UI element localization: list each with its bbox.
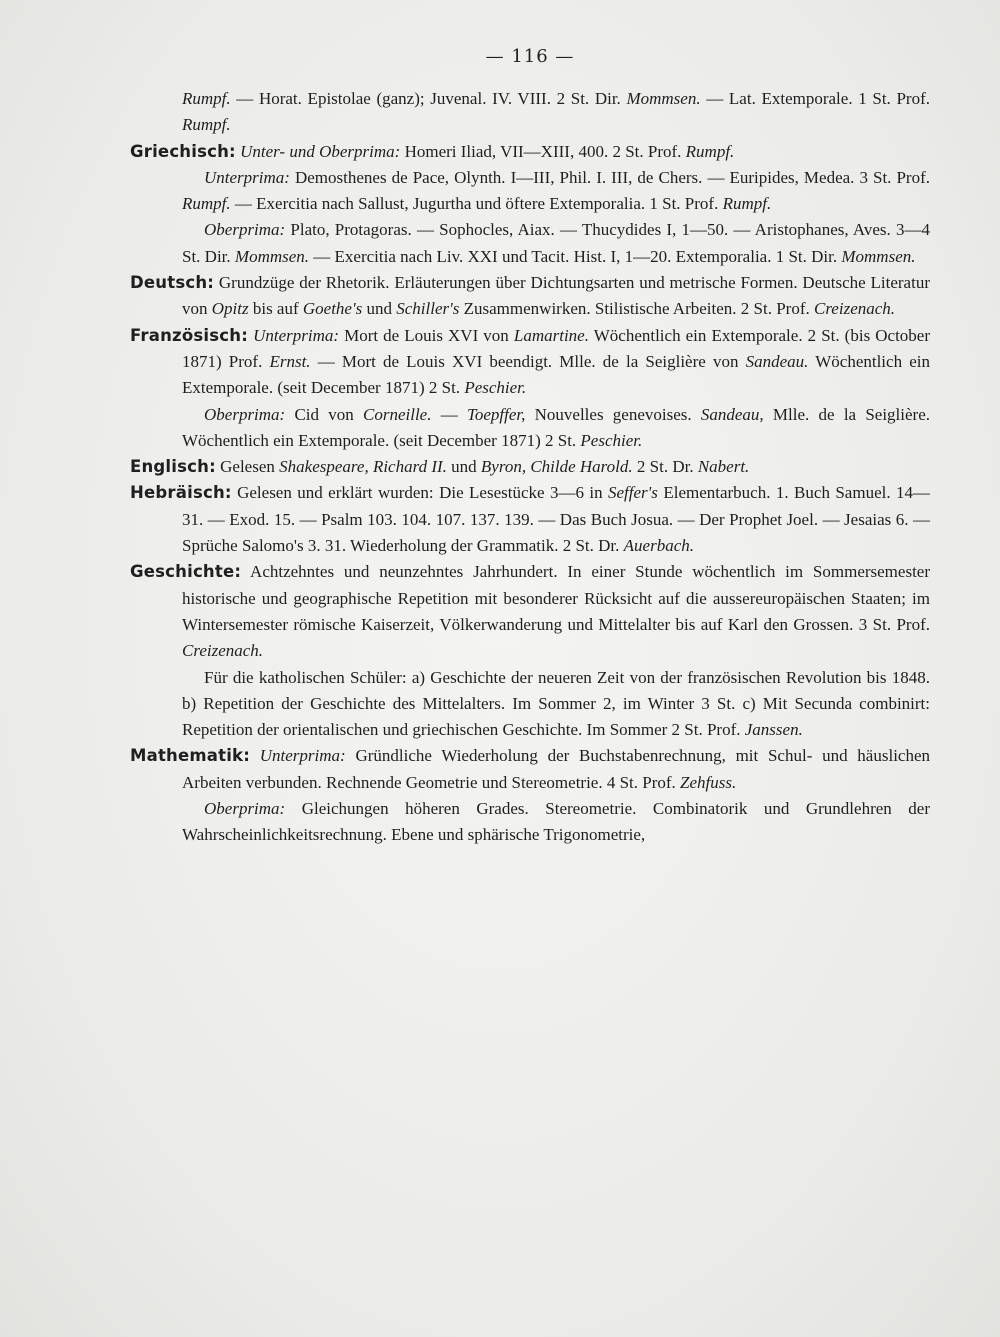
italic-text: Unterprima: xyxy=(253,325,340,345)
italic-text: Byron, Childe Harold. xyxy=(480,457,633,477)
paragraph xyxy=(130,217,930,270)
subject-paragraph xyxy=(130,323,930,402)
subject-paragraph xyxy=(130,480,930,559)
italic-text: Ernst. xyxy=(269,351,311,371)
subject-heading: Mathematik: xyxy=(130,746,251,766)
text-run: Achtzehntes und neunzehntes Jahrhundert. In einer Stunde wöchentlich im Sommersemester historische und geographische Repetition mit besonderer Rücksicht auf die aussereuropäischen Staaten; im Wintersemester römische Kaiserzeit, Völkerwanderung und Mittelalter bis auf Karl den Grossen. 3 St. Prof. xyxy=(182,562,930,634)
text-run: Gelesen xyxy=(215,457,280,477)
text-run: — Lat. Extemporale. 1 St. Prof. xyxy=(700,89,930,108)
text-run: und xyxy=(362,299,397,319)
italic-text: Janssen. xyxy=(744,720,803,740)
paragraph xyxy=(130,165,930,218)
italic-text: Corneille. xyxy=(363,404,432,424)
subject-heading: Hebräisch: xyxy=(130,483,232,503)
italic-text: Unterprima: xyxy=(259,746,346,766)
italic-text: Toepffer, xyxy=(466,404,526,424)
italic-text: Nabert. xyxy=(697,457,750,477)
text-run: — Exercitia nach Liv. XXI und Tacit. Hist. I, 1—20. Extemporalia. 1 St. Dir. xyxy=(309,246,842,266)
italic-text: Rumpf. xyxy=(722,194,772,214)
text-run: Grundzüge der Rhetorik. Erläuterungen über Dichtungsarten und metrische Formen. Deutsche Literatur von xyxy=(182,273,930,319)
italic-text: Unterprima: xyxy=(204,167,290,187)
text-run: bis auf xyxy=(248,299,303,319)
text-run: Demosthenes de Pace, Olynth. I—III, Phil. I. III, de Chers. — Euripides, Medea. 3 St. Prof. xyxy=(289,167,930,187)
italic-text: Rumpf. xyxy=(182,115,231,135)
text-run: Elementarbuch. 1. Buch Samuel. 14—31. — Exod. 15. — Psalm 103. 104. 107. 137. 139. — Das Buch Josua. — Der Prophet Joel. — Jesaias 6. — Sprüche Salomo's 3. 31. Wiederholung der Grammatik. 2 St. Dr. xyxy=(182,483,931,556)
italic-text: Peschier. xyxy=(580,430,643,450)
subject-heading: Deutsch: xyxy=(130,273,215,293)
text-run: 2 St. Dr. xyxy=(632,457,698,477)
text-run xyxy=(250,746,260,765)
text-run: Homeri Iliad, VII—XIII, 400. 2 St. Prof. xyxy=(400,141,686,161)
italic-text: Lamartine. xyxy=(513,325,589,345)
subject-heading: Englisch: xyxy=(130,457,216,477)
italic-text: Mommsen. xyxy=(626,89,701,108)
paragraph xyxy=(130,402,930,455)
italic-text: Rumpf. xyxy=(182,194,231,214)
italic-text: Mommsen. xyxy=(841,246,916,266)
italic-text: Peschier. xyxy=(464,378,527,398)
italic-text: Seffer's xyxy=(608,483,658,503)
text-run: — Exercitia nach Sallust, Jugurtha und öftere Extemporalia. 1 St. Prof. xyxy=(230,194,723,214)
document-body xyxy=(130,86,930,849)
italic-text: Creizenach. xyxy=(182,641,264,661)
italic-text: Sandeau. xyxy=(745,351,809,371)
italic-text: Shakespeare, Richard II. xyxy=(279,457,447,477)
subject-heading: Griechisch: xyxy=(130,141,236,161)
paragraph xyxy=(130,796,930,849)
subject-paragraph xyxy=(130,559,930,664)
italic-text: Schiller's xyxy=(396,299,460,319)
italic-text: Sandeau, xyxy=(700,404,764,424)
italic-text: Unter- und Oberprima: xyxy=(240,141,401,161)
page-number: — 116 — xyxy=(485,46,575,67)
text-run: und xyxy=(446,457,481,477)
text-run: Nouvelles genevoises. xyxy=(525,404,701,424)
subject-heading: Französisch: xyxy=(130,325,248,345)
text-run: Gelesen und erklärt wurden: Die Lesestücke 3—6 in xyxy=(231,483,609,503)
italic-text: Goethe's xyxy=(302,299,363,319)
paragraph xyxy=(130,665,930,744)
italic-text: Rumpf. xyxy=(182,89,231,108)
italic-text: Zehfuss. xyxy=(680,772,737,792)
subject-paragraph xyxy=(130,454,930,480)
subject-paragraph xyxy=(130,743,930,796)
italic-text: Opitz xyxy=(211,299,249,319)
text-run: Plato, Protagoras. — Sophocles, Aiax. — Thucydides I, 1—50. — Aristophanes, Aves. 3—4 St. Dir. xyxy=(182,220,930,266)
italic-text: Mommsen. xyxy=(234,246,310,266)
text-run: — Horat. Epistolae (ganz); Juvenal. IV. VIII. 2 St. Dir. xyxy=(230,89,627,108)
subject-paragraph xyxy=(130,139,930,165)
text-run: — Mort de Louis XVI beendigt. Mlle. de la Seiglière von xyxy=(310,351,746,371)
text-run: Gleichungen höheren Grades. Stereometrie. Combinatorik und Grundlehren der Wahrscheinlichkeitsrechnung. Ebene und sphärische Trigonometrie, xyxy=(182,799,930,845)
text-run: Wöchentlich ein Extemporale. (seit December 1871) 2 St. xyxy=(182,351,930,398)
italic-text: Oberprima: xyxy=(204,404,286,424)
italic-text: Oberprima: xyxy=(204,799,286,819)
text-run: Mort de Louis XVI von xyxy=(339,325,514,345)
text-run: Gründliche Wiederholung der Buchstabenrechnung, mit Schul- und häuslichen Arbeiten verbunden. Rechnende Geometrie und Stereometrie. 4 St. Prof. xyxy=(182,746,931,792)
text-run: Cid von xyxy=(285,404,364,424)
subject-paragraph xyxy=(130,270,930,323)
italic-text: Auerbach. xyxy=(623,536,694,556)
text-run: Zusammenwirken. Stilistische Arbeiten. 2 St. Prof. xyxy=(459,299,814,319)
subject-heading: Geschichte: xyxy=(130,562,242,582)
italic-text: Oberprima: xyxy=(204,220,286,240)
text-run: — xyxy=(431,404,467,424)
text-run: Wöchentlich ein Extemporale. 2 St. (bis October 1871) Prof. xyxy=(182,325,930,371)
text-run: Mlle. de la Seiglière. Wöchentlich ein Extemporale. (seit December 1871) 2 St. xyxy=(182,404,930,450)
italic-text: Rumpf. xyxy=(685,141,735,161)
italic-text: Creizenach. xyxy=(813,299,896,319)
text-run: Für die katholischen Schüler: a) Geschichte der neueren Zeit von der französischen Revolution bis 1848. b) Repetition der Geschichte des Mittelalters. Im Sommer 2, im Winter 3 St. c) Mit Secunda combinirt: Repetition der orientalischen und griechischen Geschichte. Im Sommer 2 St. Prof. xyxy=(182,667,930,740)
paragraph xyxy=(130,86,930,139)
